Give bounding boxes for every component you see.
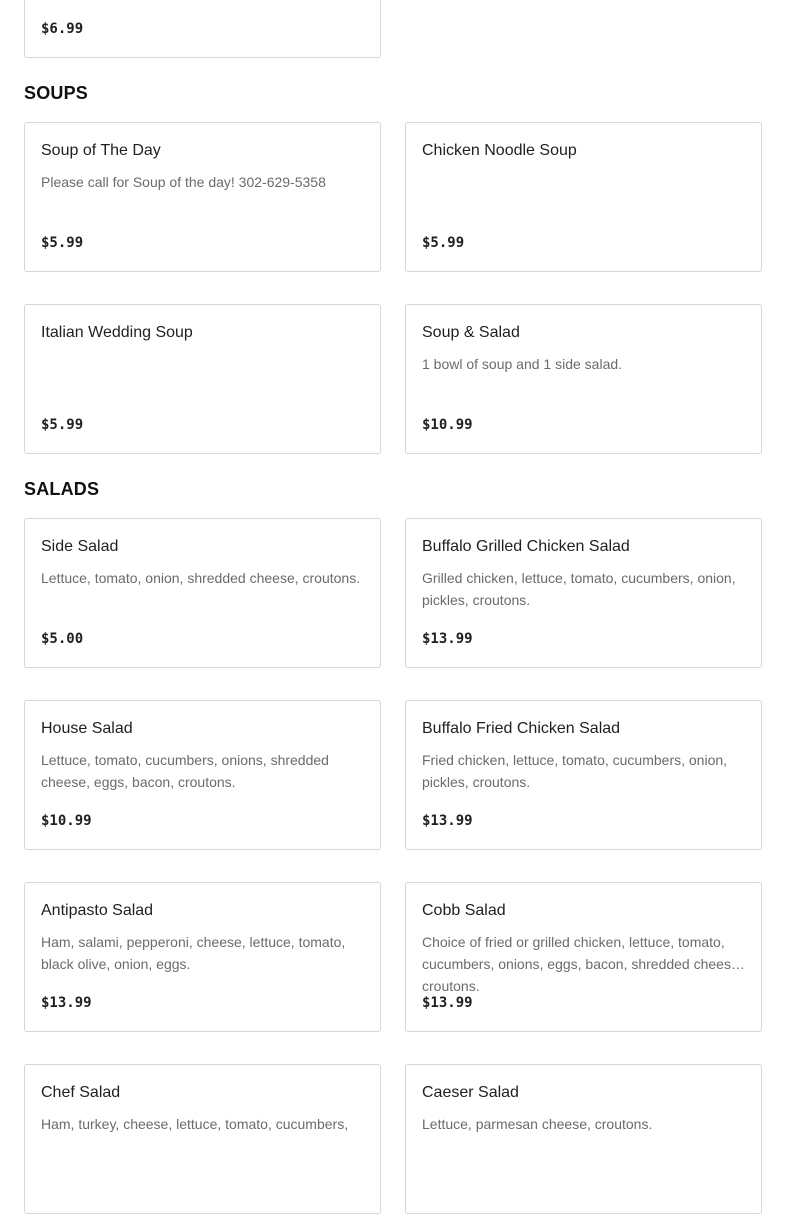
menu-item-description: Grilled chicken, lettuce, tomato, cucumbers, onion, pickles, croutons.: [422, 570, 736, 608]
menu-item-description: Fried chicken, lettuce, tomato, cucumbers, onion, pickles, croutons.: [422, 752, 728, 790]
menu-item-card[interactable]: [405, 700, 762, 850]
menu-item-description: Lettuce, tomato, cucumbers, onions, shredded cheese, eggs, bacon, croutons.: [41, 752, 329, 790]
menu-item-price: $13.99: [422, 631, 473, 647]
menu-item-card[interactable]: [24, 518, 381, 668]
menu-item-card[interactable]: [24, 304, 381, 454]
menu-item-name: House Salad: [41, 720, 133, 737]
menu-item-price: $5.99: [41, 235, 84, 251]
menu-item-card[interactable]: [24, 700, 381, 850]
menu-item-card[interactable]: [405, 1064, 762, 1214]
menu-item-price: $13.99: [422, 813, 473, 829]
menu-item-price: $5.00: [41, 631, 84, 647]
section-heading-salads: SALADS: [24, 479, 100, 499]
menu-item-description: Lettuce, parmesan cheese, croutons.: [422, 1116, 653, 1132]
menu-item-name: Buffalo Grilled Chicken Salad: [422, 538, 630, 555]
menu-item-name: Cobb Salad: [422, 902, 506, 919]
menu-item-description: Ham, salami, pepperoni, cheese, lettuce, tomato, black olive, onion, eggs.: [41, 934, 346, 972]
menu-item-card[interactable]: [24, 1064, 381, 1214]
menu-item-card[interactable]: [405, 304, 762, 454]
menu-item-name: Chef Salad: [41, 1084, 121, 1101]
menu-item-price: $10.99: [41, 813, 92, 829]
menu-item-name: Caeser Salad: [422, 1084, 519, 1101]
menu-item-price: $13.99: [422, 995, 473, 1011]
menu-item-description: Ham, turkey, cheese, lettuce, tomato, cucumbers,: [41, 1116, 349, 1132]
menu-item-price: $6.99: [41, 21, 84, 37]
menu-item-price: $5.99: [41, 417, 84, 433]
menu-item-name: Buffalo Fried Chicken Salad: [422, 720, 621, 737]
menu-item-name: Chicken Noodle Soup: [422, 142, 577, 159]
menu-item-card[interactable]: [24, 122, 381, 272]
menu-item-name: Soup of The Day: [41, 142, 161, 159]
menu-item-name: Side Salad: [41, 538, 119, 555]
menu-item-description: Lettuce, tomato, onion, shredded cheese, croutons.: [41, 570, 361, 586]
menu-item-name: Italian Wedding Soup: [41, 324, 193, 341]
menu-item-description: Please call for Soup of the day! 302-629-5358: [41, 174, 326, 190]
menu-item-price: $5.99: [422, 235, 465, 251]
menu-item-price: $10.99: [422, 417, 473, 433]
menu-item-price: $13.99: [41, 995, 92, 1011]
menu-item-description: Choice of fried or grilled chicken, lettuce, tomato, cucumbers, onions, eggs, bacon, shredded cheese, croutons.: [422, 934, 743, 994]
menu-item-card[interactable]: [24, 0, 381, 58]
menu-item-name: Soup & Salad: [422, 324, 520, 341]
menu-item-name: Antipasto Salad: [41, 902, 154, 919]
menu-item-card[interactable]: [24, 882, 381, 1032]
menu-item-card[interactable]: [405, 882, 762, 1032]
menu-item-description: 1 bowl of soup and 1 side salad.: [422, 356, 623, 372]
menu-item-card[interactable]: [405, 518, 762, 668]
menu-item-card[interactable]: [405, 122, 762, 272]
section-heading-soups: SOUPS: [24, 83, 89, 103]
